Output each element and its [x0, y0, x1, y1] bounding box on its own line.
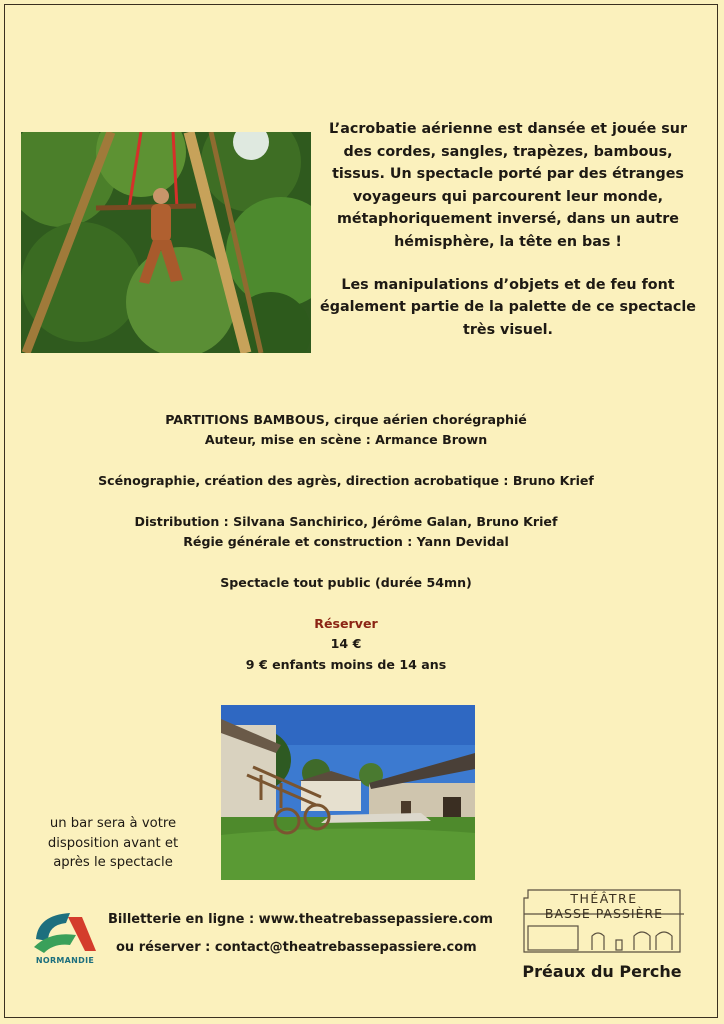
price-child: 9 € enfants moins de 14 ans	[245, 656, 447, 672]
sponsor-name: NORMANDIE	[35, 956, 95, 965]
bar-note-line-1: un bar sera à votre	[49, 816, 177, 831]
scenography-line: Scénographie, création des agrès, direction acrobatique : Bruno Krief	[98, 473, 594, 489]
online-ticket-link[interactable]: Billetterie en ligne : www.theatrebassepassiere.com	[108, 912, 493, 927]
location-label: Préaux du Perche	[522, 962, 682, 981]
bar-note-line-2: disposition avant et	[47, 835, 179, 851]
price-adult: 14 €	[330, 636, 362, 652]
show-title-line: PARTITIONS BAMBOUS, cirque aérien chorégraphié	[165, 412, 527, 427]
theatre-logo	[520, 888, 688, 954]
intro-paragraph-1: L’acrobatie aérienne est dansée et jouée sur des cordes, sangles, trapèzes, bambous, tissus. Un spectacle porté par des étranges voyageurs qui parcourent leur monde, métaphoriquement inversé, dans un autre hémisphère, la tête en bas !	[328, 121, 688, 250]
bar-note	[20, 814, 206, 873]
regie-line: Régie générale et construction : Yann Devidal	[183, 534, 509, 550]
credits-block	[40, 410, 652, 675]
cast-line: Distribution : Silvana Sanchirico, Jérôme Galan, Bruno Krief	[134, 514, 558, 529]
author-line: Auteur, mise en scène : Armance Brown	[204, 432, 488, 448]
intro-text	[318, 118, 698, 341]
contact-email-link[interactable]: ou réserver : contact@theatrebassepassiere.com	[116, 940, 477, 955]
acrobat-photo	[21, 132, 311, 353]
reserve-link[interactable]: Réserver	[314, 616, 378, 631]
theatre-logo-line-2: BASSE PASSIÈRE	[544, 906, 664, 921]
courtyard-photo	[221, 705, 475, 880]
theatre-logo-line-1: THÉÂTRE	[570, 891, 638, 906]
audience-line: Spectacle tout public (durée 54mn)	[220, 575, 472, 591]
intro-paragraph-2: Les manipulations d’objets et de feu font également partie de la palette de ce spectacle très visuel.	[320, 276, 696, 338]
bar-note-line-3: après le spectacle	[53, 855, 173, 870]
ticket-info	[108, 906, 508, 962]
